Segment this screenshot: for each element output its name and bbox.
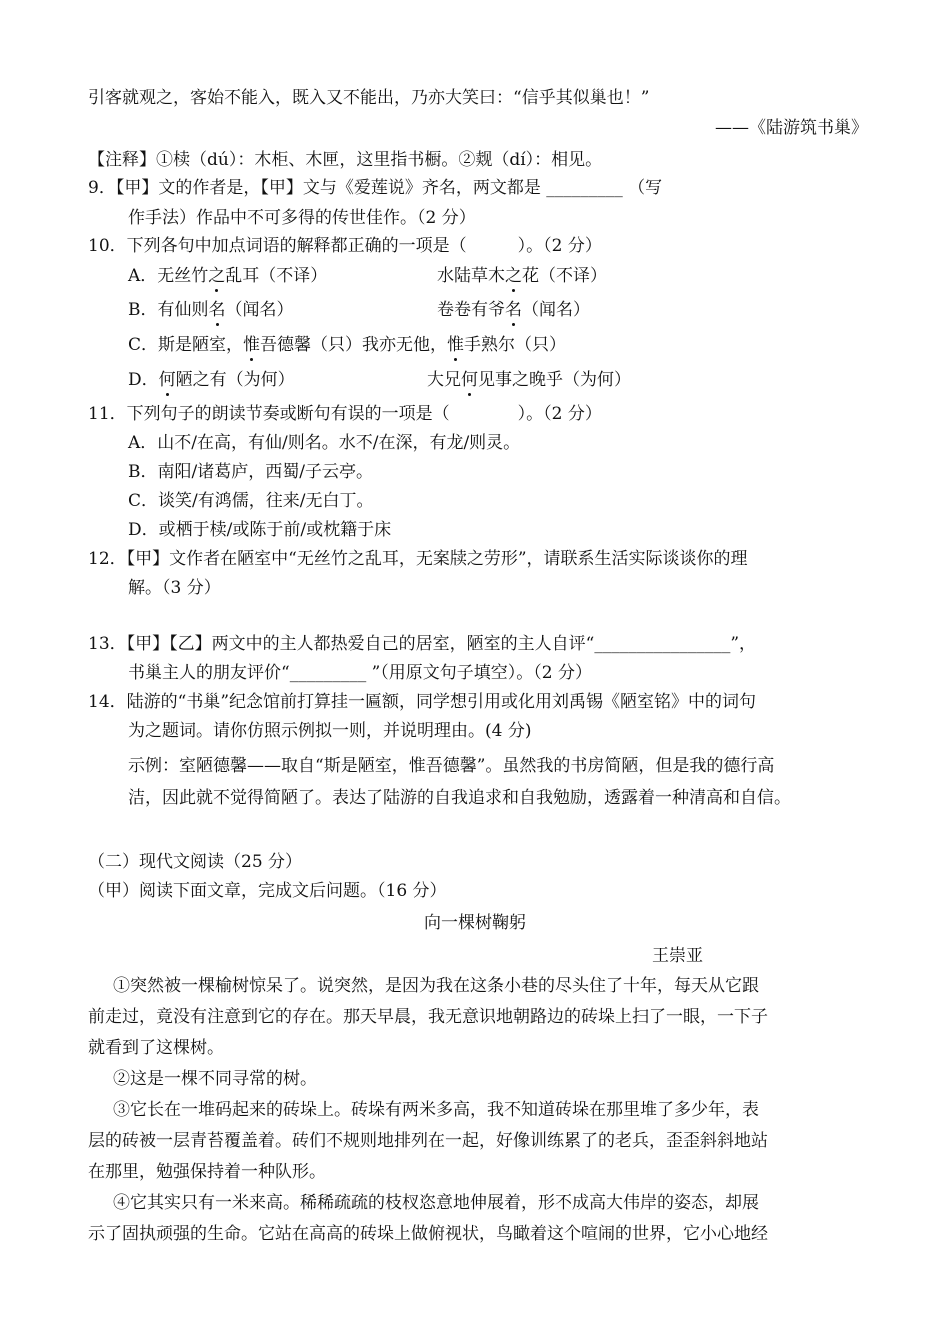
question-11-stem: 11．下列句子的朗读节奏或断句有误的一项是（ ）。（2 分） <box>88 404 602 424</box>
article-paragraph-3-line1: ③它长在一堆码起来的砖垛上。砖垛有两米多高，我不知道砖垛在那里堆了多少年，表 <box>113 1100 759 1120</box>
question-11-option-d: D．或栖于椟/或陈于前/或枕籍于床 <box>128 520 392 540</box>
question-10-option-c: C．斯是陋室，惟吾德馨（只）我亦无他，惟手熟尔（只） <box>128 335 567 355</box>
article-author: 王崇亚 <box>652 946 703 966</box>
question-9-line1: 9．【甲】文的作者是，【甲】文与《爱莲说》齐名，两文都是 _________ （写 <box>88 178 663 198</box>
question-14-example-line2: 洁，因此就不觉得简陋了。表达了陆游的自我追求和自我勉励，透露着一种清高和自信。 <box>128 788 791 808</box>
article-title: 向一棵树鞠躬 <box>424 913 526 933</box>
question-10-option-a-left: A．无丝竹之乱耳（不译） <box>128 266 328 286</box>
question-13-line2: 书巢主人的朋友评价“_________ ”（用原文句子填空）。（2 分） <box>128 663 593 683</box>
passage-last-line: 引客就观之，客始不能入，既入又不能出，乃亦大笑曰：“信乎其似巢也！” <box>88 88 650 108</box>
article-paragraph-4-line1: ④它其实只有一米来高。稀稀疏疏的枝杈恣意地伸展着，形不成高大伟岸的姿态，却展 <box>113 1193 759 1213</box>
question-11-option-a: A．山不/在高，有仙/则名。水不/在深，有龙/则灵。 <box>128 433 521 453</box>
question-9-line2: 作手法）作品中不可多得的传世佳作。（2 分） <box>128 208 476 228</box>
question-10-option-d-right: 大兄何见事之晚乎（为何） <box>427 370 631 390</box>
emphasis-dot-char: 何 <box>461 370 478 390</box>
emphasis-dot-char: 惟 <box>243 335 261 355</box>
emphasis-dot-char: 名 <box>505 300 522 320</box>
article-paragraph-1-line2: 前走过，竟没有注意到它的存在。那天早晨，我无意识地朝路边的砖垛上扫了一眼，一下子 <box>88 1007 768 1027</box>
annotation: 【注释】①椟（dú）：木柜、木匣，这里指书橱。②觌（dí）：相见。 <box>88 150 603 170</box>
question-14-line2: 为之题词。请你仿照示例拟一则，并说明理由。(4 分) <box>128 721 532 741</box>
question-13-line1: 13．【甲】【乙】两文中的主人都热爱自己的居室，陋室的主人自评“________________”， <box>88 634 757 654</box>
emphasis-dot-char: 惟 <box>447 335 465 355</box>
article-paragraph-2: ②这是一棵不同寻常的树。 <box>113 1069 317 1089</box>
question-10-option-a-right: 水陆草木之花（不译） <box>437 266 607 286</box>
emphasis-dot-char: 名 <box>208 300 226 320</box>
section-subheading: （甲）阅读下面文章，完成文后问题。（16 分） <box>88 881 447 901</box>
question-14-line1: 14．陆游的“书巢”纪念馆前打算挂一匾额，同学想引用或化用刘禹锡《陋室铭》中的词句 <box>88 692 757 712</box>
question-11-option-b: B．南阳/诸葛庐，西蜀/子云亭。 <box>128 462 373 482</box>
article-paragraph-1-line3: 就看到了这棵树。 <box>88 1038 224 1058</box>
question-10-option-b-left: B．有仙则名（闻名） <box>128 300 294 320</box>
emphasis-dot-char: 何 <box>158 370 176 390</box>
emphasis-dot-char: 之 <box>505 266 522 286</box>
question-10-stem: 10．下列各句中加点词语的解释都正确的一项是（ ）。（2 分） <box>88 236 602 256</box>
section-heading: （二）现代文阅读（25 分） <box>88 852 303 872</box>
article-paragraph-3-line3: 在那里，勉强保持着一种队形。 <box>88 1162 326 1182</box>
question-14-example-line1: 示例：室陋德馨——取自“斯是陋室，惟吾德馨”。虽然我的书房简陋，但是我的德行高 <box>128 756 775 776</box>
passage-source: ——《陆游筑书巢》 <box>715 118 868 138</box>
article-paragraph-1-line1: ①突然被一棵榆树惊呆了。说突然，是因为我在这条小巷的尽头住了十年，每天从它跟 <box>113 976 759 996</box>
question-12-line2: 解。（3 分） <box>128 578 221 598</box>
article-paragraph-3-line2: 层的砖被一层青苔覆盖着。砖们不规则地排列在一起，好像训练累了的老兵，歪歪斜斜地站 <box>88 1131 768 1151</box>
question-10-option-d-left: D．何陋之有（为何） <box>128 370 295 390</box>
question-11-option-c: C．谈笑/有鸿儒，往来/无白丁。 <box>128 491 374 511</box>
emphasis-dot-char: 之 <box>208 266 226 286</box>
question-12-line1: 12．【甲】文作者在陋室中“无丝竹之乱耳，无案牍之劳形”，请联系生活实际谈谈你的理 <box>88 549 748 569</box>
article-paragraph-4-line2: 示了固执顽强的生命。它站在高高的砖垛上做俯视状，鸟瞰着这个喧闹的世界，它小心地经 <box>88 1224 768 1244</box>
question-10-option-b-right: 卷卷有爷名（闻名） <box>437 300 590 320</box>
